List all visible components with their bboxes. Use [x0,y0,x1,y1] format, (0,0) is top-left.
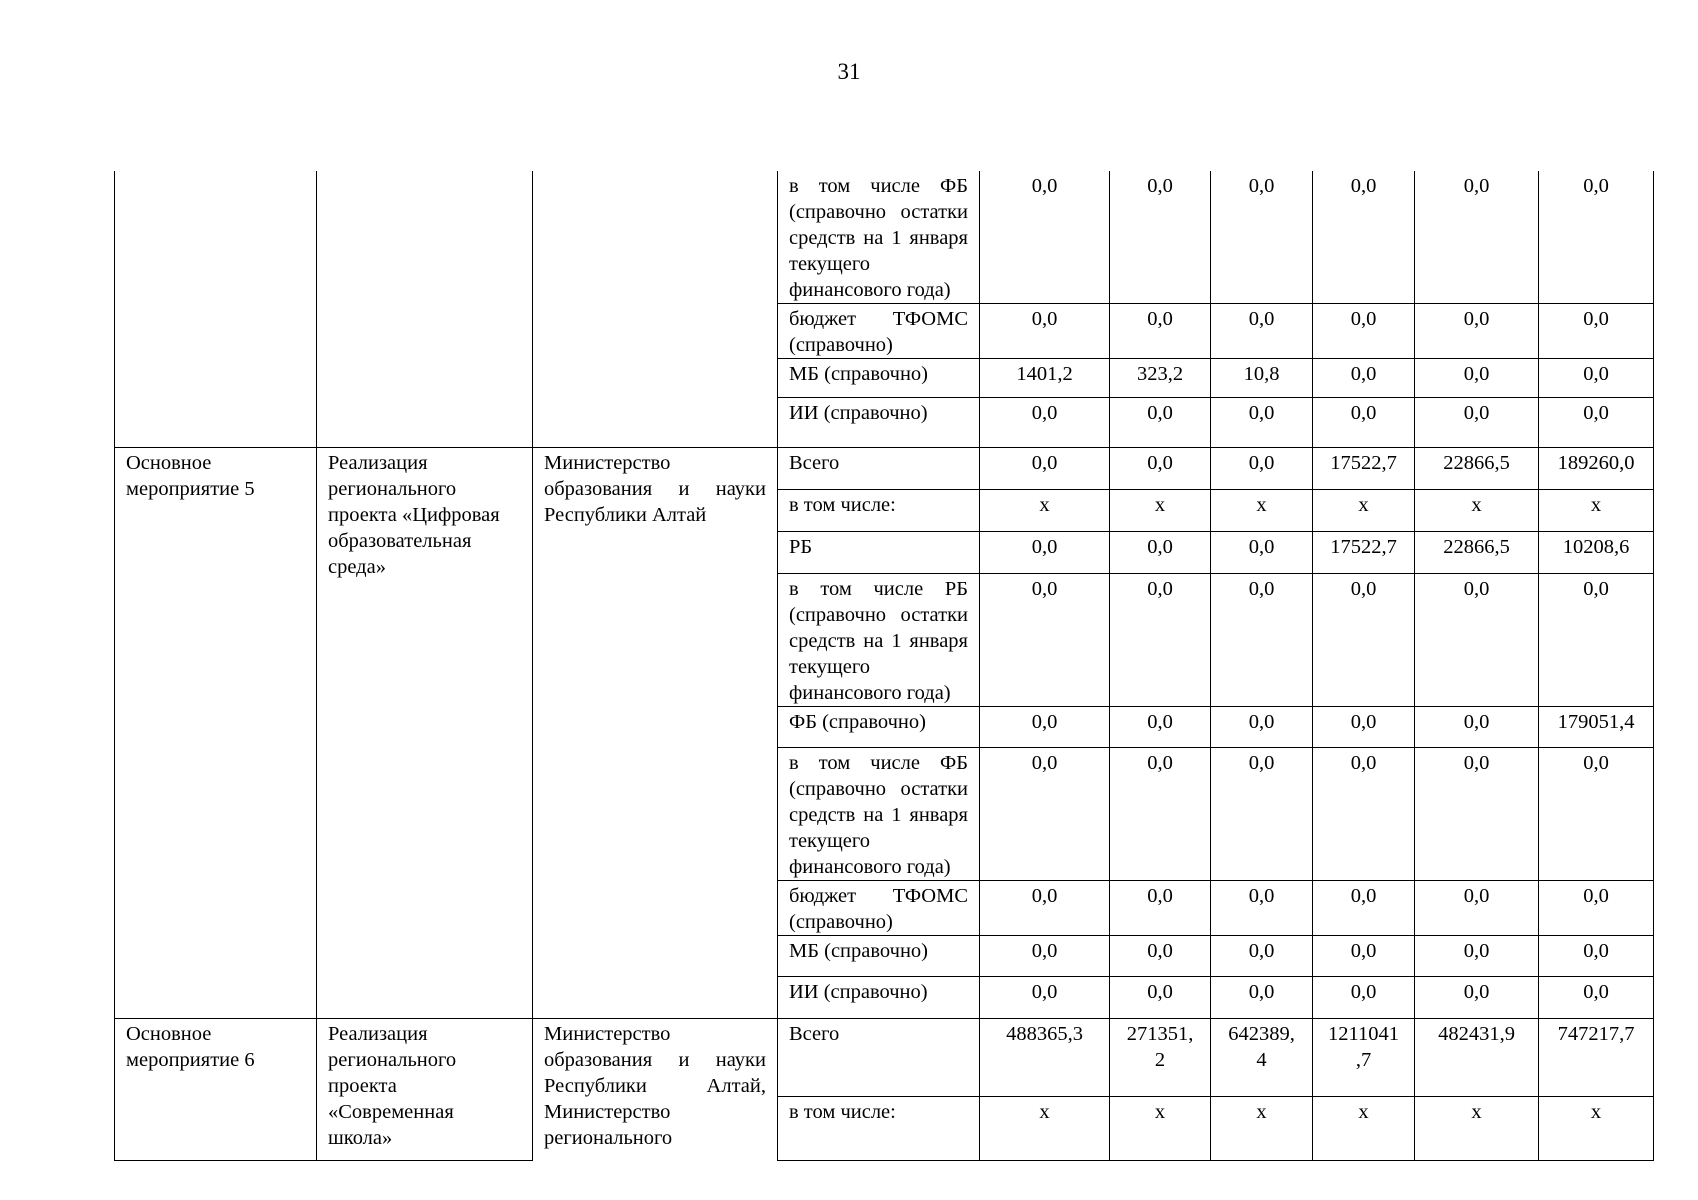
value-cell: 0,0 [1415,359,1539,398]
source-cell: ИИ (справочно) [778,398,980,448]
value-cell: 0,0 [1539,748,1654,881]
value-cell: 0,0 [1415,977,1539,1019]
source-cell: ФБ (справочно) [778,707,980,748]
source-cell: ИИ (справочно) [778,977,980,1019]
value-cell: 0,0 [1313,398,1415,448]
value-cell: 0,0 [1415,574,1539,707]
source-cell: в том числе ФБ (справочно остатки средств на 1 января текущего финансового года) [778,748,980,881]
activity-6-executor: Министерство образования и науки Республики Алтай, Министерство регионального [533,1019,778,1161]
value-cell: 747217,7 [1539,1019,1654,1097]
continued-label-cell [115,171,317,448]
value-cell: 0,0 [1313,977,1415,1019]
value-cell: x [1110,490,1211,532]
value-cell: 0,0 [1313,936,1415,977]
value-cell: 0,0 [1539,977,1654,1019]
value-cell: 0,0 [1415,171,1539,304]
source-cell: РБ [778,532,980,574]
value-cell: 0,0 [1415,881,1539,936]
budget-table [114,171,1654,1161]
value-cell: 0,0 [980,532,1110,574]
page-number: 31 [837,59,861,84]
activity-5-executor: Министерство образования и науки Республики Алтай [533,448,778,1019]
value-cell: 0,0 [1110,171,1211,304]
value-cell: x [980,490,1110,532]
value-cell: x [1211,1097,1313,1161]
value-cell: 0,0 [1211,304,1313,359]
value-cell: 0,0 [1110,977,1211,1019]
value-cell: 0,0 [1211,977,1313,1019]
value-cell: 0,0 [980,304,1110,359]
value-cell: 0,0 [1539,304,1654,359]
activity-5-name: Реализация регионального проекта «Цифровая образовательная среда» [317,448,533,1019]
value-cell: 0,0 [1539,881,1654,936]
value-cell: 17522,7 [1313,532,1415,574]
value-cell: 0,0 [1110,398,1211,448]
value-cell: 0,0 [980,707,1110,748]
value-cell: 0,0 [1415,304,1539,359]
value-cell: 1401,2 [980,359,1110,398]
source-cell: бюджет ТФОМС (справочно) [778,881,980,936]
value-cell: 482431,9 [1415,1019,1539,1097]
value-cell: 0,0 [1539,398,1654,448]
value-cell: 0,0 [980,448,1110,490]
value-cell: 0,0 [1110,881,1211,936]
value-cell: x [1415,490,1539,532]
value-cell: 0,0 [1539,574,1654,707]
value-cell: 0,0 [1415,748,1539,881]
value-cell: 0,0 [1211,448,1313,490]
value-cell: 10208,6 [1539,532,1654,574]
value-cell: x [1110,1097,1211,1161]
continued-executor-cell [533,171,778,448]
table-row [115,171,1654,304]
table-body [115,171,1654,1161]
value-cell: 0,0 [1313,881,1415,936]
value-cell: 0,0 [1211,171,1313,304]
value-cell: x [1313,490,1415,532]
value-cell: 0,0 [1110,574,1211,707]
value-cell: 271351, 2 [1110,1019,1211,1097]
value-cell: 0,0 [1415,936,1539,977]
value-cell: x [1313,1097,1415,1161]
source-cell: в том числе: [778,1097,980,1161]
value-cell: 0,0 [1110,707,1211,748]
value-cell: 0,0 [1415,398,1539,448]
value-cell: 0,0 [980,398,1110,448]
value-cell: 22866,5 [1415,448,1539,490]
value-cell: 189260,0 [1539,448,1654,490]
value-cell: 488365,3 [980,1019,1110,1097]
value-cell: 0,0 [1211,936,1313,977]
value-cell: 0,0 [1211,748,1313,881]
value-cell: 0,0 [980,171,1110,304]
value-cell: 0,0 [1211,574,1313,707]
activity-6-label: Основное мероприятие 6 [115,1019,317,1161]
value-cell: x [1539,1097,1654,1161]
value-cell: 0,0 [1211,881,1313,936]
table-row [115,1019,1654,1097]
value-cell: 17522,7 [1313,448,1415,490]
continued-name-cell [317,171,533,448]
value-cell: 10,8 [1211,359,1313,398]
activity-6-name: Реализация регионального проекта «Современная школа» [317,1019,533,1161]
value-cell: x [1539,490,1654,532]
activity-5-label: Основное мероприятие 5 [115,448,317,1019]
source-cell: бюджет ТФОМС (справочно) [778,304,980,359]
source-cell: в том числе: [778,490,980,532]
value-cell: 179051,4 [1539,707,1654,748]
value-cell: 0,0 [1313,359,1415,398]
value-cell: 0,0 [1313,171,1415,304]
value-cell: 0,0 [1313,748,1415,881]
source-cell: Всего [778,1019,980,1097]
value-cell: 0,0 [1110,748,1211,881]
value-cell: 0,0 [1211,532,1313,574]
value-cell: x [1211,490,1313,532]
value-cell: 0,0 [980,574,1110,707]
value-cell: 0,0 [980,977,1110,1019]
value-cell: 0,0 [1539,936,1654,977]
value-cell: 1211041 ,7 [1313,1019,1415,1097]
value-cell: x [980,1097,1110,1161]
value-cell: 22866,5 [1415,532,1539,574]
value-cell: 0,0 [1211,398,1313,448]
value-cell: 0,0 [1110,936,1211,977]
value-cell: 0,0 [980,881,1110,936]
value-cell: 0,0 [1313,304,1415,359]
source-cell: МБ (справочно) [778,936,980,977]
source-cell: в том числе РБ (справочно остатки средств на 1 января текущего финансового года) [778,574,980,707]
value-cell: 0,0 [980,936,1110,977]
source-cell: МБ (справочно) [778,359,980,398]
value-cell: 0,0 [1211,707,1313,748]
source-cell: в том числе ФБ (справочно остатки средств на 1 января текущего финансового года) [778,171,980,304]
value-cell: 0,0 [980,748,1110,881]
value-cell: 0,0 [1313,574,1415,707]
value-cell: 0,0 [1110,532,1211,574]
value-cell: x [1415,1097,1539,1161]
table-row [115,448,1654,490]
value-cell: 642389, 4 [1211,1019,1313,1097]
value-cell: 0,0 [1110,448,1211,490]
value-cell: 0,0 [1539,171,1654,304]
value-cell: 0,0 [1313,707,1415,748]
value-cell: 323,2 [1110,359,1211,398]
value-cell: 0,0 [1110,304,1211,359]
value-cell: 0,0 [1415,707,1539,748]
value-cell: 0,0 [1539,359,1654,398]
source-cell: Всего [778,448,980,490]
